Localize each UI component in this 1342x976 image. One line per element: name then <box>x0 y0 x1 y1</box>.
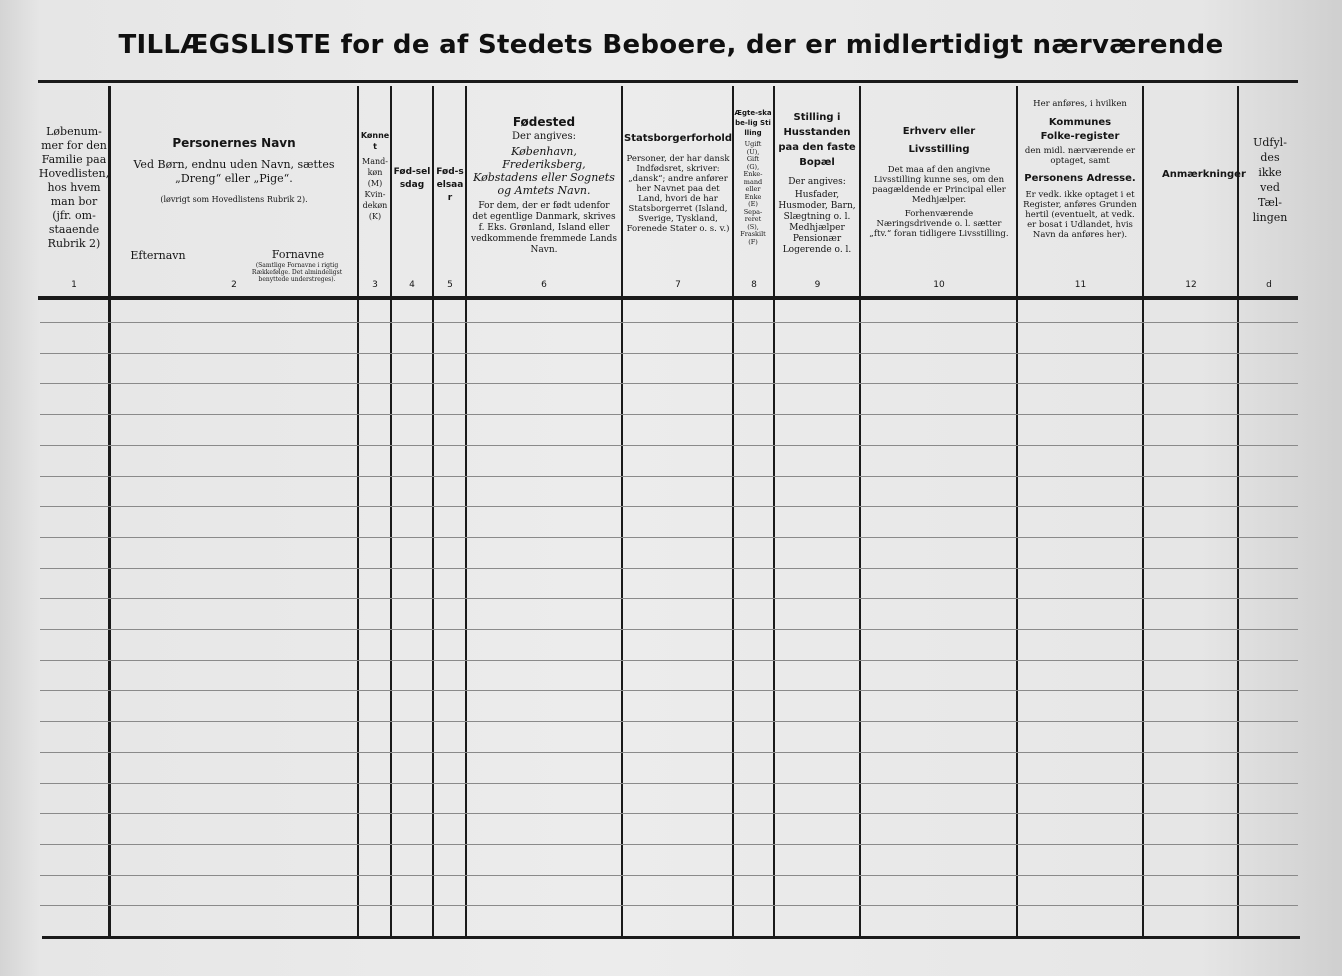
col11-header <box>1020 98 1140 240</box>
col-divider <box>465 86 467 938</box>
ruled-line <box>40 844 1298 845</box>
col1-line: Familie paa <box>41 153 107 166</box>
ruled-line <box>40 721 1298 722</box>
bottom-rule <box>42 936 1300 939</box>
col-d-line: ved <box>1260 181 1280 194</box>
col6-title: Fødested <box>512 115 576 129</box>
col8-line: Sepa- <box>743 207 763 216</box>
col7-text: Personer, der har dansk Indfødsret, skriver: „dansk“; andre anfører her Navnet paa det Land, hvori de har Statsborgerret (Island, Sverige, Tyskland, Forenede Stater o. s. v.) <box>626 154 730 234</box>
col3-line: Mand- <box>362 157 388 166</box>
col3-line: dekøn <box>362 201 388 210</box>
col7-number: 7 <box>675 280 681 290</box>
col-divider <box>1016 86 1018 938</box>
col8-line: Enke- <box>743 170 763 178</box>
col8-line: (F) <box>748 237 758 246</box>
col-divider <box>1142 86 1144 938</box>
ruled-line <box>40 476 1298 477</box>
ruled-line <box>40 353 1298 354</box>
col3-line: (M) <box>367 179 383 188</box>
col-d-line: Udfyl- <box>1253 136 1287 149</box>
col8-line: Enke <box>744 192 762 201</box>
col2-header <box>114 136 354 206</box>
ruled-line <box>40 322 1298 323</box>
col3-line: køn <box>367 168 383 177</box>
col11-text1: den midl. nærværende er optaget, samt <box>1024 146 1136 166</box>
col2-note: (løvrigt som Hovedlistens Rubrik 2). <box>160 195 308 204</box>
ruled-line <box>40 660 1298 661</box>
col1-line: Hovedlisten, <box>38 167 110 180</box>
col-d-line: ikke <box>1258 166 1282 179</box>
top-rule <box>38 80 1298 83</box>
ruled-line <box>40 752 1298 753</box>
ruled-line <box>40 568 1298 569</box>
col8-line: (U), <box>746 147 760 156</box>
ruled-line <box>40 783 1298 784</box>
col10-title: Erhverv eller Livsstilling <box>902 126 976 155</box>
col8-line: (S), <box>747 222 759 231</box>
col10-number: 10 <box>933 280 945 290</box>
col-divider <box>773 86 775 938</box>
col9-number: 9 <box>814 280 821 290</box>
col1-line: hos hvem <box>47 181 101 194</box>
col6-number: 6 <box>541 280 547 290</box>
col10-header <box>866 123 1012 239</box>
col1-line: Løbenum- <box>46 125 102 138</box>
col3-number: 3 <box>372 280 378 290</box>
col11-pre: Her anføres, i hvilken <box>1033 99 1127 109</box>
col2-text: Ved Børn, endnu uden Navn, sættes „Dreng“ eller „Pige“. <box>133 158 335 185</box>
col8-line: Ugift <box>744 140 762 148</box>
ruled-line <box>40 445 1298 446</box>
col9-sub: Der angives: <box>788 177 846 187</box>
col8-number: 8 <box>751 280 757 290</box>
col6-abroad: For dem, der er født udenfor det egentlige Danmark, skrives f. Eks. Grønland, Island eller vedkommende fremmede Lands Navn. <box>470 201 617 255</box>
col2-surname-label: Efternavn <box>130 249 186 262</box>
ruled-line <box>40 383 1298 384</box>
col12-title: Anmærkninger <box>1162 169 1246 180</box>
col1-line: mer for den <box>41 139 107 152</box>
col3-line: Kvin- <box>364 190 386 199</box>
col3-title: Kønnet <box>360 131 390 151</box>
col2-title: Personernes Navn <box>172 136 296 150</box>
col7-title: Statsborgerforhold <box>624 133 733 144</box>
col8-line: reret <box>744 215 762 223</box>
col8-line: (G), <box>746 162 760 171</box>
col-d-number: d <box>1266 280 1272 290</box>
col8-line: (E) <box>748 200 758 208</box>
col8-line: mand <box>743 177 763 186</box>
col3-line: (K) <box>368 212 382 221</box>
col5-header <box>435 166 465 205</box>
col11-title2: Personens Adresse. <box>1024 173 1136 184</box>
col1-line: man bor <box>50 195 98 208</box>
ruled-line <box>40 537 1298 538</box>
col8-header <box>734 108 772 246</box>
col1-number: 1 <box>71 280 77 290</box>
col1-line: Rubrik 2) <box>47 237 101 250</box>
form-title: TILLÆGSLISTE for de af Stedets Beboere, der er midlertidigt nærværende <box>118 30 1224 60</box>
ruled-line <box>40 598 1298 599</box>
col-divider <box>859 86 861 938</box>
col7-header <box>624 132 732 234</box>
col6-places: København, Frederiksberg, Købstadens eller Sognets og Amtets Navn. <box>473 145 615 197</box>
ruled-line <box>40 414 1298 415</box>
col8-title: Ægte-skabe-lig Stilling <box>734 109 772 137</box>
col12-header <box>1150 168 1246 182</box>
col-divider <box>432 86 434 938</box>
col2-number: 2 <box>231 280 237 290</box>
col9-title: Stilling i Husstanden paa den faste Bopæl <box>778 112 856 168</box>
col10-text1: Det maa af den angivne Livsstilling kunne ses, om den paagældende er Principal eller Medhjælper. <box>872 165 1006 205</box>
col-d-line: des <box>1260 151 1280 164</box>
col6-header <box>470 115 618 256</box>
col11-title: Kommunes Folke-register <box>1040 117 1120 142</box>
col1-line: staaende <box>48 223 100 236</box>
col3-header <box>359 130 391 222</box>
col2-firstname-note: (Samtlige Fornavne i rigtig Rækkefølge. Det almindeligst benyttede understreges). <box>251 262 343 283</box>
col1-header <box>38 125 110 251</box>
ruled-line <box>40 875 1298 876</box>
col4-title: Fød-selsdag <box>393 167 431 190</box>
col6-sub: Der angives: <box>512 131 576 142</box>
header-rule <box>38 296 1298 300</box>
col5-title: Fød-selsaar <box>436 167 464 203</box>
col-d-line: Tæl- <box>1257 196 1283 209</box>
col4-number: 4 <box>409 280 415 290</box>
col8-line: Fraskilt <box>740 230 766 238</box>
col-d-line: lingen <box>1252 211 1288 224</box>
col-divider <box>1237 86 1239 938</box>
col11-text2: Er vedk. ikke optaget i et Register, anføres Grunden hertil (eventuelt, at vedk. er bosat i Udlandet, hvis Navn da anføres her). <box>1023 190 1137 240</box>
ruled-line <box>40 905 1298 906</box>
col5-number: 5 <box>447 280 453 290</box>
ruled-line <box>40 629 1298 630</box>
col1-line: (jfr. om- <box>52 209 96 222</box>
ruled-line <box>40 506 1298 507</box>
col11-number: 11 <box>1074 280 1087 290</box>
col-d-header <box>1240 135 1300 225</box>
col2-firstname-label: Fornavne <box>271 248 325 261</box>
col4-header <box>393 166 431 192</box>
col-divider <box>621 86 623 938</box>
col8-line: Gift <box>746 155 760 163</box>
col8-line: eller <box>745 185 761 193</box>
ruled-line <box>40 813 1298 814</box>
col9-text: Husfader, Husmoder, Barn, Slægtning o. l. Medhjælper Pensionær Logerende o. l. <box>778 190 856 255</box>
ruled-line <box>40 690 1298 691</box>
col12-number: 12 <box>1185 280 1197 290</box>
col9-header <box>777 110 857 256</box>
col10-text2: Forhenværende Næringsdrivende o. l. sætter „ftv.“ foran tidligere Livsstilling. <box>869 209 1009 239</box>
